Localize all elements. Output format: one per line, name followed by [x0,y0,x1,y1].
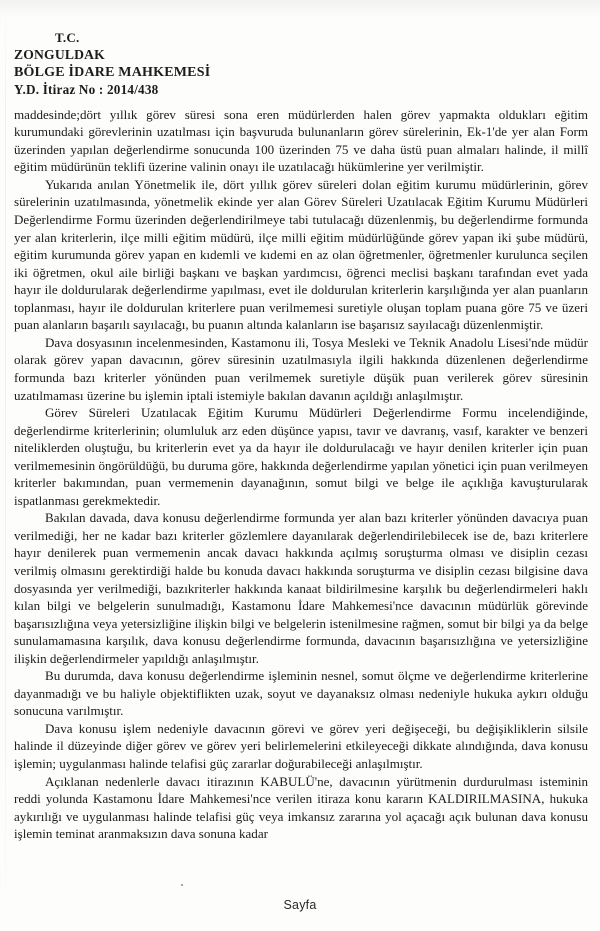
paragraph-conclusion-unlawful: Bu durumda, dava konusu değerlendirme işleminin nesnel, somut ölçme ve değerlendirme kriterlerine dayanmadığı ve bu haliyle objektiflikten uzak, soyut ve dayanaksız olması nedeniyle hukuka aykırı olduğu sonucuna varılmıştır. [14,668,588,719]
document-body [14,106,588,843]
paragraph-irreparable-harm: Dava konusu işlem nedeniyle davacının görevi ve görev yeri değişeceği, bu değişikliklerin silsile halinde il düzeyinde diğer görev ve görev yeri belirlemelerini etkileyeceği dikkate alındığında, dava konusu işlemin; uygulanması halinde telafisi güç zararlar doğurabileceği anlaşılmıştır. [14,720,588,771]
page-content [14,0,588,843]
letterhead-republic: T.C. [55,30,80,45]
paragraph-evaluation-form-review: Görev Süreleri Uzatılacak Eğitim Kurumu Müdürleri Değerlendirme Formu incelendiğinde, değerlendirme kriterlerinin; olumluluk arz eden düşünce yapısı, tavır ve davranış, vasıf, karakter ve benzeri niteliklerden oluştuğu, bu kriterlerin evet ya da hayır ile doldurulacağı ve hayır denilen kriterler için puan verilmemesinin öngörüldüğü, bu duruma göre, hakkında değerlendirme yapılan yönetici için puan verilmeyen kriterler bakımından, puan vermemenin dayanağının, somut bilgi ve belge ile açıklığa kavuşturularak ispatlanması gerekmektedir. [14,405,588,508]
paragraph-regulation-summary: Yukarıda anılan Yönetmelik ile, dört yıllık görev süreleri dolan eğitim kurumu müdürlerinin, görev sürelerinin uzatılmasında, yönetmelik ekinde yer alan Görev Süreleri Uzatılacak Eğitim Kurumu Müdürleri Değerlendirme Formu üzerinden değerlendirilmeye tabi tutulacağı düzenlenmiş, bu değerlendirme formunda yer alan kriterlerin, ilçe milli eğitim müdürü, ilçe milli eğitim müdürlüğünde görev yapan iki şube müdürü, eğitim kurumunda görev yapan en kıdemli ve kıdemi en az olan öğretmenler, öğretmenler kurulunca seçilen iki öğretmen, okul aile birliği başkanı ve başkan yardımcısı, öğrenci meclisi başkanı tarafından evet yada hayır ile doldurularak değerlendirme yapılması, evet ile doldurulan kriterlerin karşılığında yer alan puanların toplanması, hayır ile doldurulan kriterlere puan verilmemesi suretiyle oluşan toplam puana göre 75 ve üzeri puan alanların başarılı sayılacağı, bu puanın altında kalanların ise başarısız sayılacağı düzenlenmiştir. [14,176,588,333]
paragraph-findings: Bakılan davada, dava konusu değerlendirme formunda yer alan bazı kriterler yönünden davacıya puan verilmediği, her ne kadar bazı kriterler gözlemlere dayanılarak değerlendirilebilecek ise de, bazı kriterlere hayır denilerek puan vermemenin ancak davacı hakkında açılmış soruşturma olması ve disiplin cezası verilmiş olmasını gerektirdiği halde bu konuda davacı hakkında soruşturma ve disiplin cezası bilgisine dava dosyasında yer verilmediği, bazıkriterler hakkında kanaat bildirilmesine karşılık bu değerlendirmeleri haklı kılan bilgi ve belgelerin sunulmadığı, Kastamonu İdare Mahkemesi'nce davacının müdürlük görevinde başarısızlığına veya yetersizliğine ilişkin bilgi ve belgelerin istenilmesine rağmen, somut bir bilgi ya da belge sunulamamasına karşılık, dava konusu değerlendirme formunda, davacının başarısızlığına ve yetersizliğine ilişkin değerlendirmeler yapıldığı anlaşılmıştır. [14,510,588,666]
case-number: Y.D. İtiraz No : 2014/438 [14,82,159,98]
letterhead [14,30,588,99]
paragraph-continuation: maddesinde;dört yıllık görev süresi sona eren müdürlerden halen görev yapmakta oldukları eğitim kurumundaki görevlerinin uzatılması için başvuruda bulunanların görev sürelerinin, Ek-1'de yer alan Form üzerinden yapılan değerlendirme sonucunda 100 üzerinden 75 ve daha üstü puan almaları halinde, il millî eğitim müdürünün teklifi üzerine valinin onayı ile uzatılacağı hükümlerine yer verilmiştir. [14,106,588,175]
scan-speck [181,884,183,886]
paragraph-ruling: Açıklanan nedenlerle davacı itirazının KABULÜ'ne, davacının yürütmenin durdurulması isteminin reddi yolunda Kastamonu İdare Mahkemesi'nce verilen itiraza konu kararın KALDIRILMASINA, hukuka aykırılığı ve uygulanması halinde telafisi güç veya imkansız zararına yol açacağı açık bulunan dava konusu işlemin teminat aranmaksızın dava sonuna kadar [14,773,588,842]
page-footer [0,896,600,914]
paragraph-case-file-review: Dava dosyasının incelenmesinden, Kastamonu ili, Tosya Mesleki ve Teknik Anadolu Lisesi'nde müdür olarak görev yapan davacının, görev süresinin uzatılmasıyla ilgili hakkında düzenlenen değerlendirme formunda bazı kriterler yönünden puan verilmemek suretiyle düşük puan verilerek görev süresinin uzatılmaması üzerine bu işlemin iptali istemiyle bakılan davanın açıldığı anlaşılmıştır. [14,334,588,403]
scan-shadow-left [5,0,6,931]
page-footer-label: Sayfa [283,898,317,912]
letterhead-court-name: BÖLGE İDARE MAHKEMESİ [14,64,211,80]
letterhead-city: ZONGULDAK [14,47,105,63]
